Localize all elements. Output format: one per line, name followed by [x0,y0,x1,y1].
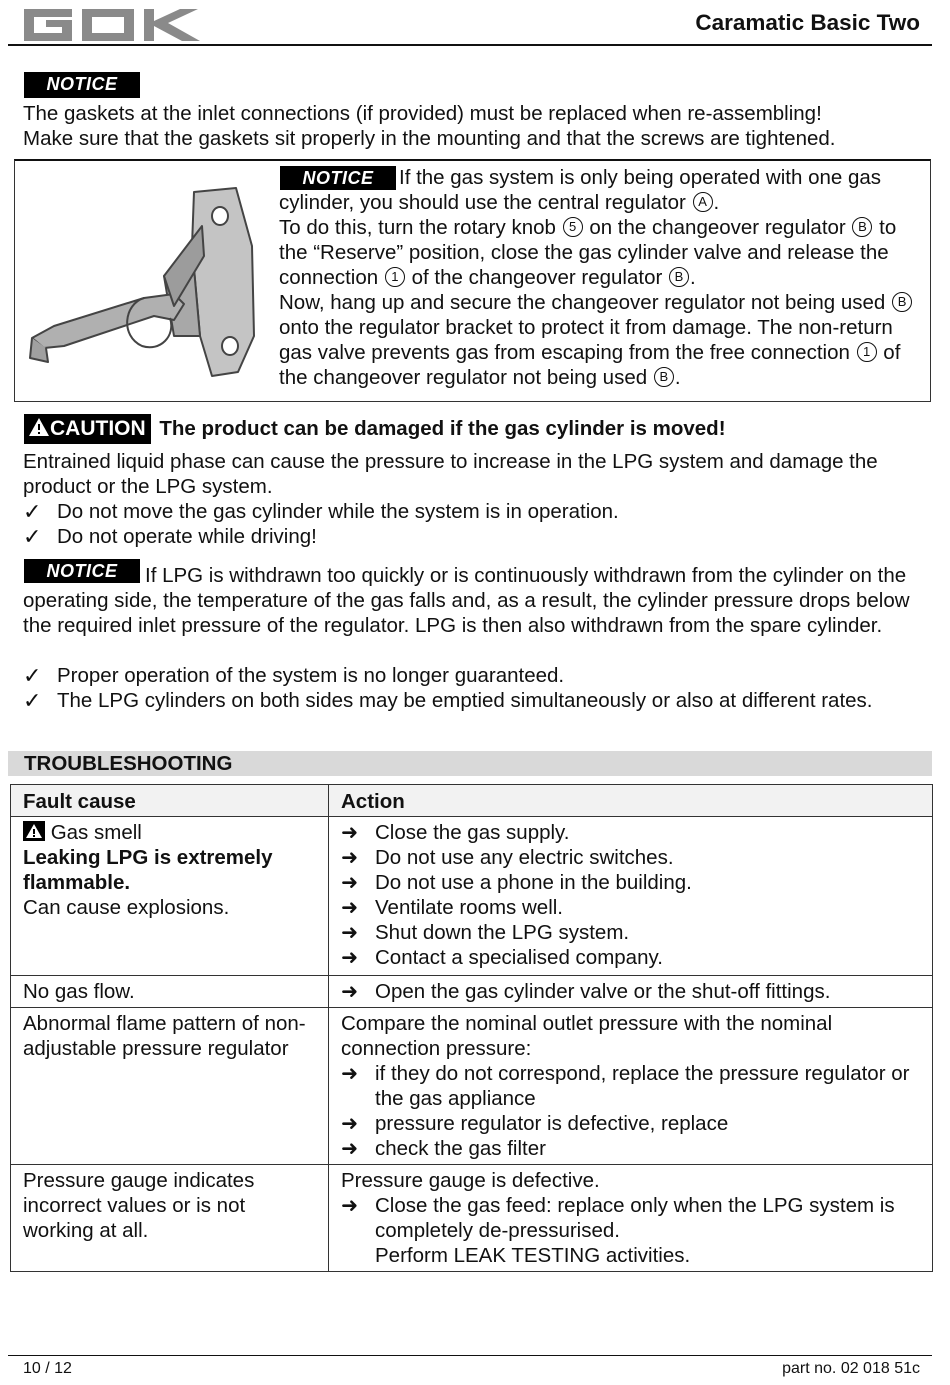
arrow-icon: ➜ [341,980,359,1003]
marker-5: 5 [563,217,583,237]
notice-badge: NOTICE [24,559,140,583]
arrow-icon: ➜ [341,846,359,869]
action-cell: Pressure gauge is defective. ➜ Close the gas feed: replace only when the LPG system is completely de-pressurised. Perform LEAK TESTING activities. [329,1165,933,1272]
marker-a: A [693,192,713,212]
caution-body: Entrained liquid phase can cause the pressure to increase in the LPG system and damage the product or the LPG system. [23,450,878,498]
regulator-bracket-illustration [24,186,260,378]
arrow-icon: ➜ [341,1112,359,1135]
action-cell: ➜ Open the gas cylinder valve or the shut-off fittings. [329,976,933,1008]
arrow-icon: ➜ [341,1194,359,1217]
warning-triangle-icon [23,821,45,841]
notice-line: Make sure that the gaskets sit properly in the mounting and that the screws are tightened. [23,127,836,150]
caution-block [24,414,726,444]
marker-b: B [654,367,674,387]
arrow-icon: ➜ [341,1137,359,1160]
marker-b: B [669,267,689,287]
arrow-icon: ➜ [341,896,359,919]
table-header-row [11,785,933,817]
list-item: ✓ Proper operation of the system is no longer guaranteed. [23,663,565,688]
check-icon: ✓ [23,688,42,713]
check-icon: ✓ [23,524,42,549]
list-item: ✓ Do not move the gas cylinder while the system is in operation. [23,499,619,524]
list-item: ✓ The LPG cylinders on both sides may be emptied simultaneously or also at different rates. [23,688,873,713]
column-header-action: Action [329,785,933,817]
table-row [11,1008,933,1165]
fault-cell: Abnormal flame pattern of non-adjustable pressure regulator [11,1008,329,1165]
table-row [11,1165,933,1272]
page-number: 10 / 12 [23,1360,72,1377]
part-number: part no. 02 018 51c [782,1360,920,1377]
caution-badge: CAUTION [24,414,151,444]
check-icon: ✓ [23,663,42,688]
troubleshooting-table [10,784,933,1272]
arrow-icon: ➜ [341,946,359,969]
warning-triangle-icon [28,417,50,437]
marker-1: 1 [857,342,877,362]
marker-1: 1 [385,267,405,287]
arrow-icon: ➜ [341,821,359,844]
check-icon: ✓ [23,499,42,524]
caution-heading: The product can be damaged if the gas cylinder is moved! [159,417,726,440]
notice-line: The gaskets at the inlet connections (if provided) must be replaced when re-assembling! [23,102,822,125]
table-row [11,817,933,976]
fault-cell: Gas smell Leaking LPG is extremely flammable. Can cause explosions. [11,817,329,976]
section-title: TROUBLESHOOTING [24,752,233,775]
column-header-fault: Fault cause [11,785,329,817]
table-row [11,976,933,1008]
gok-logo [24,9,200,41]
notice-paragraph: If the gas system is only being operated with one gas cylinder, you should use the central regulator A . To do this, turn the rotary knob 5 on the changeover regulator B to the “Reserve” position, close the gas cylinder valve and release the connection 1 of the changeover regulator B . Now, hang up and secure the changeover regulator not being used B onto the regulator bracket to protect it from damage. The non-return gas valve prevents gas from escaping from the free connection 1 of the changeover regulator not being used B . [279,165,924,390]
arrow-icon: ➜ [341,921,359,944]
action-cell: Compare the nominal outlet pressure with the nominal connection pressure: ➜ if they do not correspond, replace the pressure regulator or the gas appliance ➜ pressure regulator is defective, replace ➜ check the gas filter [329,1008,933,1165]
notice-paragraph [23,101,928,151]
action-cell: ➜ Close the gas supply. ➜ Do not use any electric switches. ➜ Do not use a phone in the building. ➜ Ventilate rooms well. ➜ Shut down the LPG system. ➜ Contact a specialised company. [329,817,933,976]
fault-cell: Pressure gauge indicates incorrect values or is not working at all. [11,1165,329,1272]
arrow-icon: ➜ [341,1062,359,1085]
marker-b: B [852,217,872,237]
arrow-icon: ➜ [341,871,359,894]
notice-badge: NOTICE [280,166,396,190]
notice-paragraph: If LPG is withdrawn too quickly or is continuously withdrawn from the cylinder on the operating side, the temperature of the gas falls and, as a result, the cylinder pressure drops below the required inlet pressure of the regulator. LPG is then also withdrawn from the spare cylinder. [23,564,910,637]
header-divider [8,44,932,46]
list-item: ✓ Do not operate while driving! [23,524,317,549]
document-title: Caramatic Basic Two [695,10,920,35]
marker-b: B [892,292,912,312]
fault-cell: No gas flow. [11,976,329,1008]
notice-badge: NOTICE [24,72,140,98]
